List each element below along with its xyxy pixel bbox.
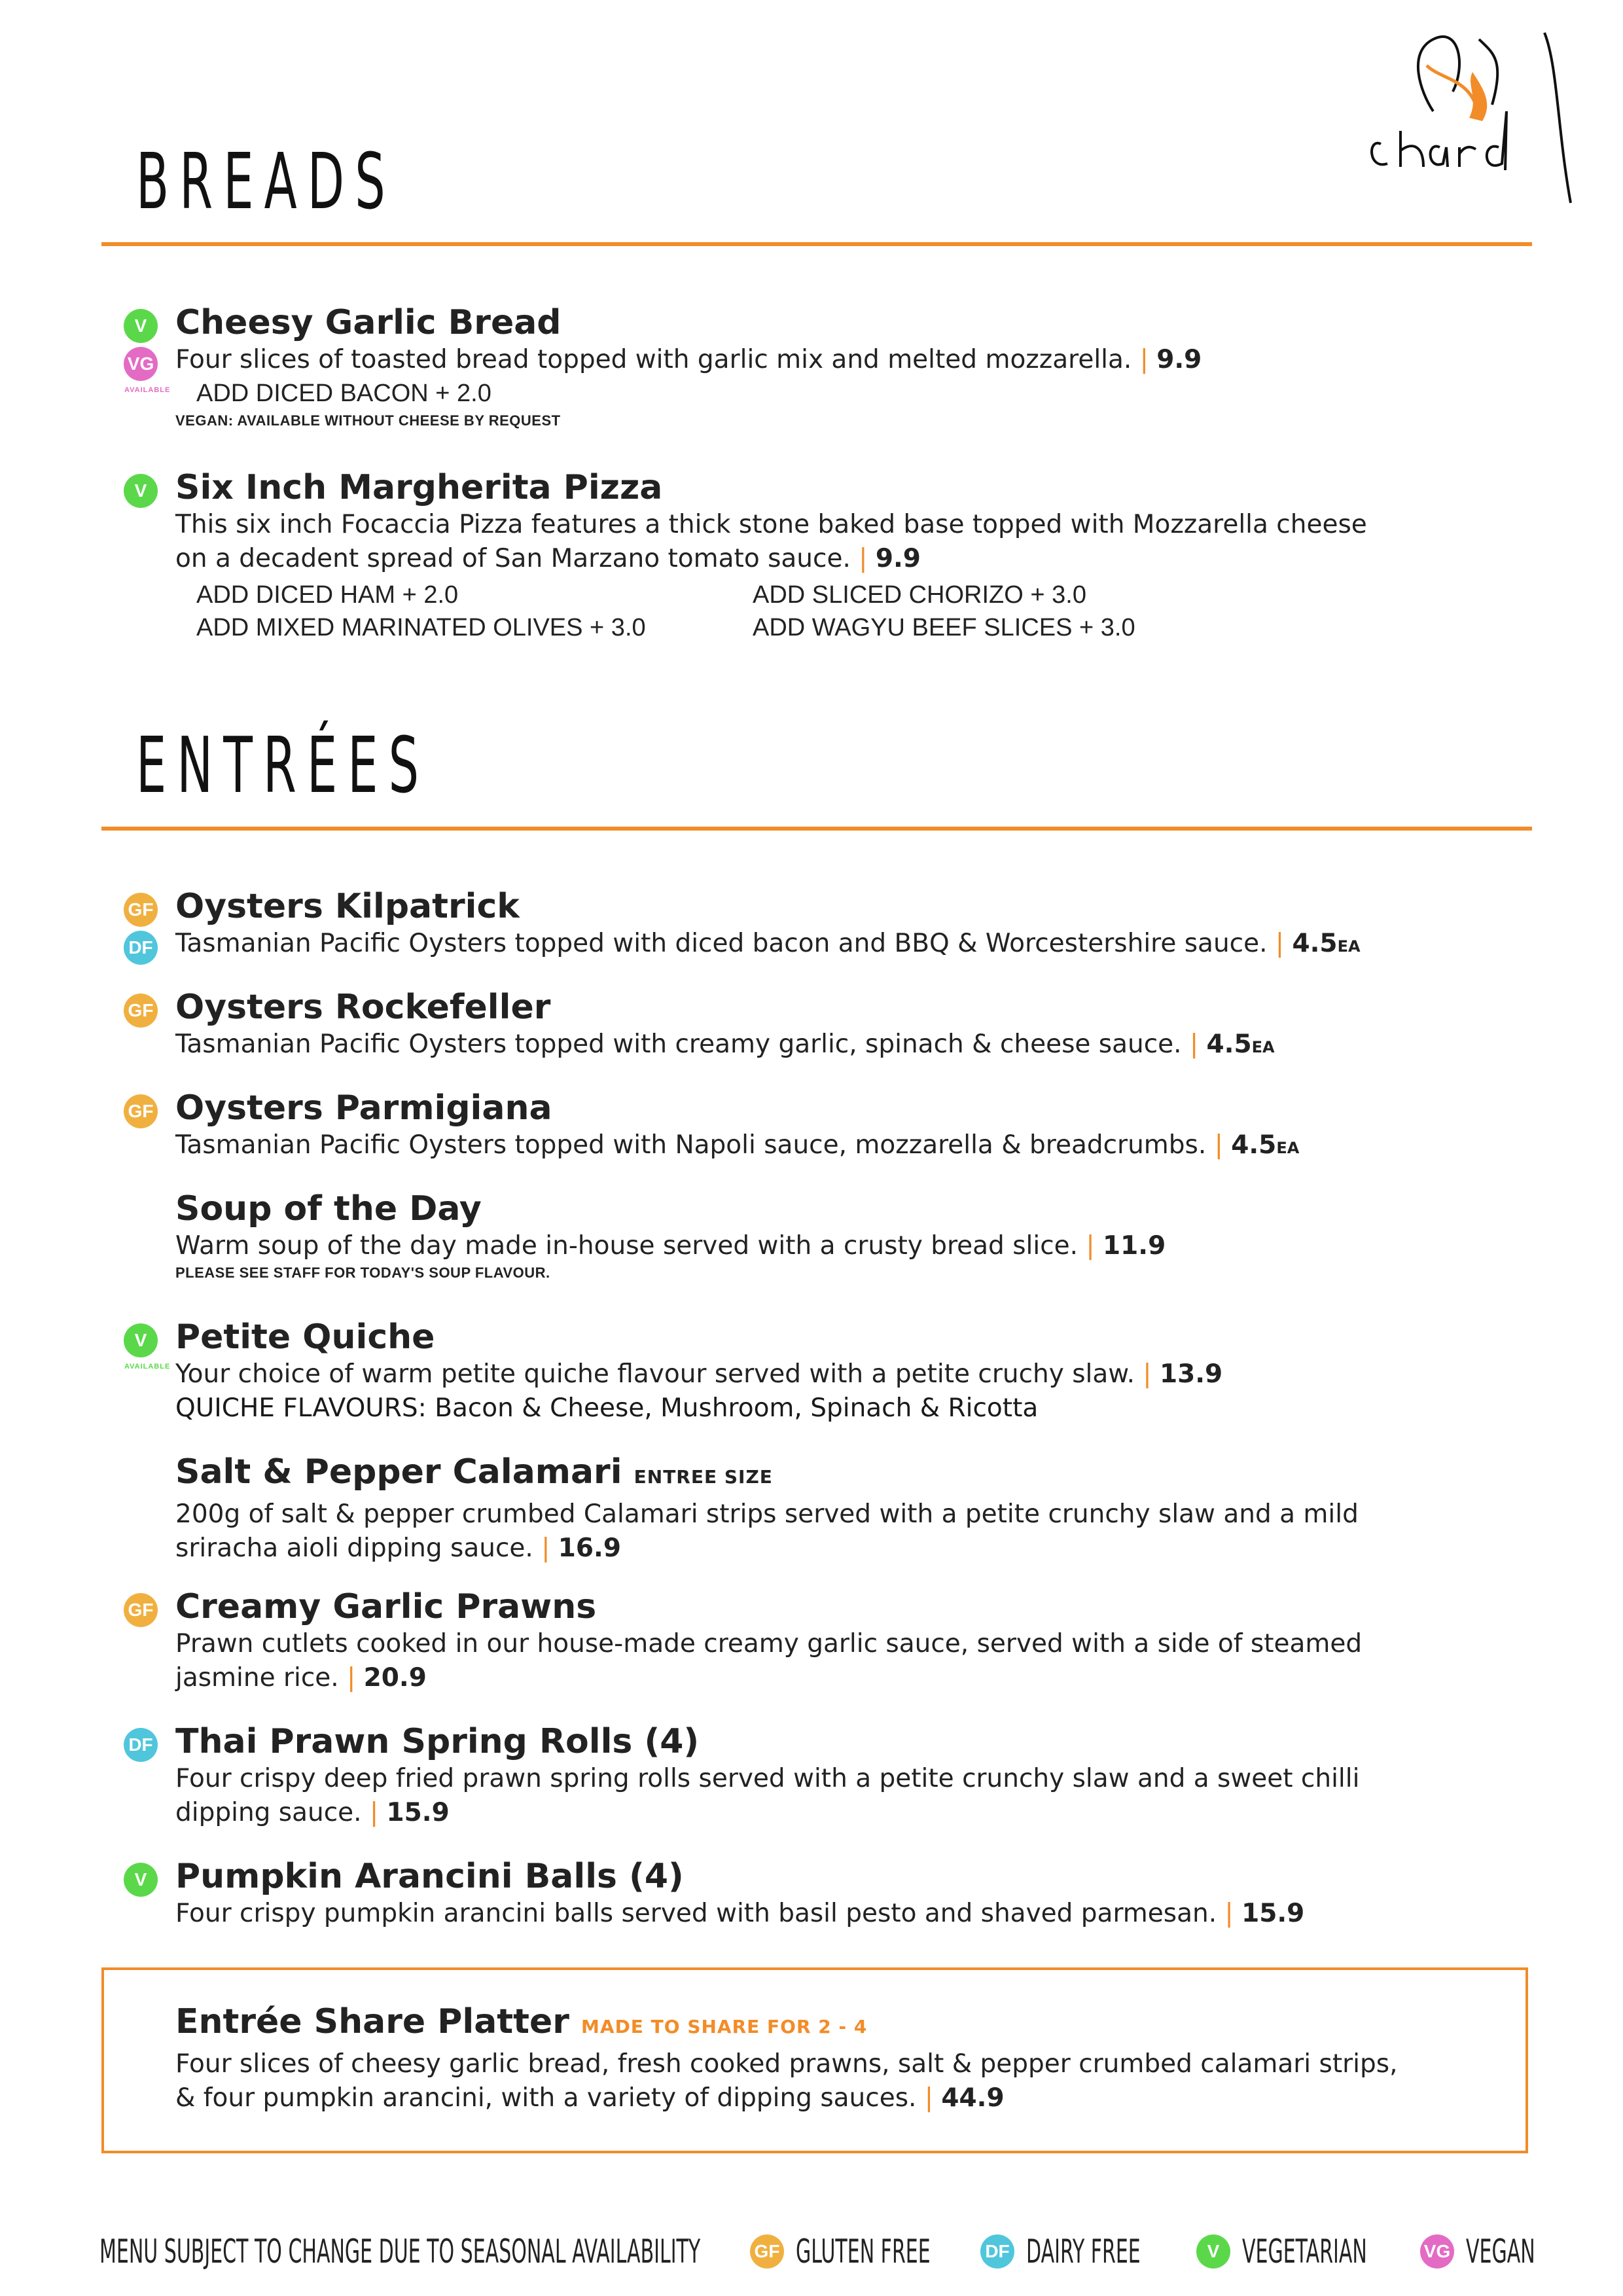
addon: ADD SLICED CHORIZO + 3.0: [753, 581, 1086, 609]
vegan-icon: VG: [124, 347, 158, 381]
item-name: Oysters Rockefeller: [175, 988, 551, 1027]
item-name: Petite Quiche: [175, 1318, 435, 1357]
item-description: Tasmanian Pacific Oysters topped with Napoli sauce, mozzarella & breadcrumbs. | 4.5EA: [175, 1130, 1300, 1160]
item-price: 16.9: [558, 1534, 622, 1563]
item-description: & four pumpkin arancini, with a variety of dipping sauces. | 44.9: [175, 2083, 1005, 2113]
item-name: Salt & Pepper Calamari ENTREE SIZE: [175, 1452, 773, 1492]
footer: [99, 2232, 1539, 2271]
legend-dairy-free: DAIRY FREE: [1026, 2233, 1141, 2270]
item-description: Warm soup of the day made in-house served with a crusty bread slice. | 11.9: [175, 1231, 1166, 1261]
item-description: Tasmanian Pacific Oysters topped with diced bacon and BBQ & Worcestershire sauce. | 4.5EA: [175, 929, 1361, 958]
item-price: 4.5: [1206, 1030, 1252, 1059]
section-title-entrees: ENTRÉES: [136, 720, 430, 810]
item-name: Thai Prawn Spring Rolls (4): [175, 1722, 700, 1761]
vegetarian-icon: V: [124, 309, 158, 343]
vegan-icon: VG: [1420, 2234, 1454, 2269]
item-price: 15.9: [1241, 1899, 1305, 1928]
item-description: jasmine rice. | 20.9: [175, 1663, 427, 1693]
legend-vegetarian: VEGETARIAN: [1242, 2233, 1367, 2270]
addon: ADD MIXED MARINATED OLIVES + 3.0: [196, 614, 646, 641]
item-name: Entrée Share Platter MADE TO SHARE FOR 2 - 4: [175, 2002, 868, 2041]
item-description: Tasmanian Pacific Oysters topped with creamy garlic, spinach & cheese sauce. | 4.5EA: [175, 1030, 1275, 1059]
item-price: 4.5: [1292, 929, 1338, 958]
addon: ADD DICED HAM + 2.0: [196, 581, 459, 609]
item-description: Four slices of toasted bread topped with garlic mix and melted mozzarella. | 9.9: [175, 345, 1202, 374]
dairy-free-icon: DF: [124, 1728, 158, 1762]
section-divider: [101, 827, 1532, 831]
menu-item-entree-share-platter: [175, 2001, 1484, 2115]
item-price: 9.9: [875, 544, 921, 573]
gluten-free-icon: GF: [124, 1593, 158, 1627]
gluten-free-icon: GF: [124, 893, 158, 927]
item-price: 4.5: [1231, 1130, 1277, 1160]
gluten-free-icon: GF: [124, 1094, 158, 1128]
item-name: Oysters Kilpatrick: [175, 887, 520, 926]
item-price: 9.9: [1156, 345, 1202, 374]
item-description: Four slices of cheesy garlic bread, fresh cooked prawns, salt & pepper crumbed calamari strips,: [175, 2049, 1398, 2079]
available-label: AVAILABLE: [124, 1363, 171, 1371]
menu-item-soup-of-the-day: [175, 1189, 1484, 1282]
item-price: 20.9: [363, 1663, 427, 1693]
menu-item-oysters-kilpatrick: [175, 886, 1484, 963]
footer-notice: MENU SUBJECT TO CHANGE DUE TO SEASONAL AVAILABILITY: [99, 2233, 701, 2270]
vegetarian-icon: V: [124, 474, 158, 508]
available-label: AVAILABLE: [124, 386, 171, 394]
item-name: Six Inch Margherita Pizza: [175, 468, 663, 507]
vegetarian-icon: V: [1196, 2234, 1230, 2269]
item-name: Oysters Parmigiana: [175, 1088, 552, 1128]
legend-vegan: VEGAN: [1466, 2233, 1535, 2270]
item-description: Four crispy deep fried prawn spring rolls served with a petite crunchy slaw and a sweet chilli: [175, 1764, 1360, 1793]
item-name: Creamy Garlic Prawns: [175, 1587, 597, 1626]
item-price: 13.9: [1159, 1359, 1223, 1389]
menu-item-thai-prawn-spring-rolls: [175, 1721, 1484, 1830]
item-tag: ENTREE SIZE: [633, 1466, 773, 1488]
item-description: 200g of salt & pepper crumbed Calamari strips served with a petite crunchy slaw and a mild: [175, 1499, 1359, 1529]
menu-item-oysters-rockefeller: [175, 987, 1484, 1064]
dairy-free-icon: DF: [980, 2234, 1014, 2269]
menu-item-margherita-pizza: [175, 467, 1484, 644]
legend-gluten-free: GLUTEN FREE: [796, 2233, 931, 2270]
gluten-free-icon: GF: [750, 2234, 784, 2269]
item-addon: ADD DICED BACON + 2.0: [196, 380, 491, 407]
item-description: Prawn cutlets cooked in our house-made creamy garlic sauce, served with a side of steamed: [175, 1629, 1363, 1659]
item-description: This six inch Focaccia Pizza features a thick stone baked base topped with Mozzarella cheese: [175, 510, 1367, 539]
item-name: Soup of the Day: [175, 1189, 482, 1229]
item-name: Cheesy Garlic Bread: [175, 303, 562, 342]
section-title-breads: BREADS: [136, 136, 396, 226]
item-addons: [196, 579, 1484, 644]
dairy-free-icon: DF: [124, 931, 158, 965]
item-price: 11.9: [1103, 1231, 1166, 1261]
item-name: Pumpkin Arancini Balls (4): [175, 1857, 684, 1896]
item-tag: MADE TO SHARE FOR 2 - 4: [581, 2016, 868, 2037]
item-description: Your choice of warm petite quiche flavour served with a petite cruchy slaw. | 13.9: [175, 1359, 1223, 1389]
menu-item-creamy-garlic-prawns: [175, 1587, 1484, 1695]
item-description: dipping sauce. | 15.9: [175, 1798, 450, 1827]
vegetarian-icon: V: [124, 1323, 158, 1357]
gluten-free-icon: GF: [124, 994, 158, 1028]
item-description: on a decadent spread of San Marzano tomato sauce. | 9.9: [175, 544, 921, 573]
item-description: sriracha aioli dipping sauce. | 16.9: [175, 1534, 622, 1563]
item-price: 15.9: [386, 1798, 450, 1827]
addon: ADD WAGYU BEEF SLICES + 3.0: [753, 614, 1135, 641]
item-price: 44.9: [941, 2083, 1005, 2113]
section-divider: [101, 242, 1532, 246]
menu-item-salt-pepper-calamari: [175, 1452, 1484, 1566]
menu-item-cheesy-garlic-bread: [175, 302, 1484, 429]
menu-item-oysters-parmigiana: [175, 1088, 1484, 1165]
menu-item-pumpkin-arancini-balls: [175, 1856, 1484, 1931]
item-flavours: QUICHE FLAVOURS: Bacon & Cheese, Mushroom, Spinach & Ricotta: [175, 1393, 1039, 1423]
item-note: VEGAN: AVAILABLE WITHOUT CHEESE BY REQUEST: [175, 412, 561, 429]
item-note: PLEASE SEE STAFF FOR TODAY'S SOUP FLAVOUR.: [175, 1265, 550, 1281]
vegetarian-icon: V: [124, 1863, 158, 1897]
chard-logo: [1361, 13, 1597, 209]
menu-item-petite-quiche: [175, 1317, 1484, 1426]
item-description: Four crispy pumpkin arancini balls served with basil pesto and shaved parmesan. | 15.9: [175, 1899, 1305, 1928]
